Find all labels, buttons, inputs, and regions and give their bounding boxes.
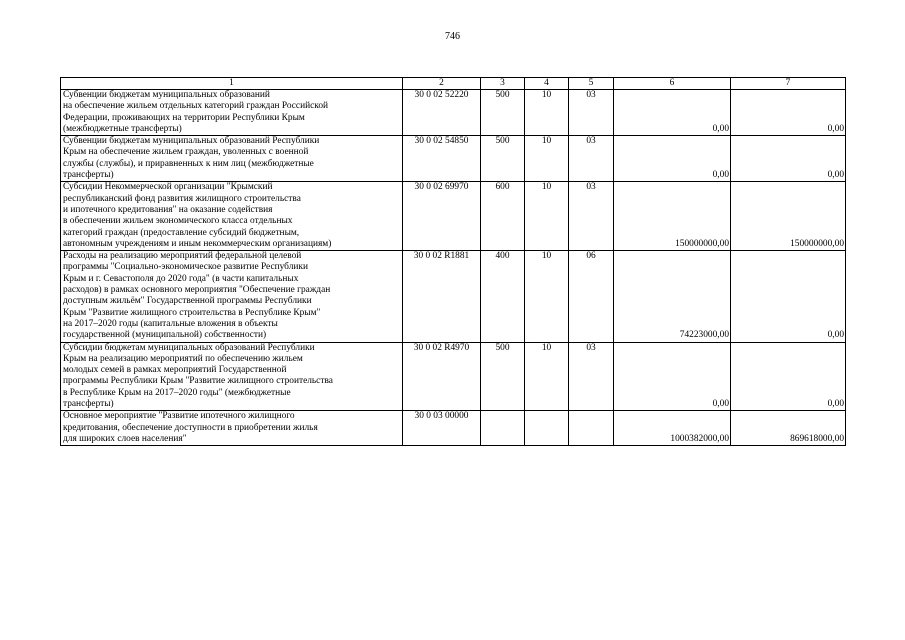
- row-amount-7: 0,00: [731, 90, 846, 136]
- row-col4: 10: [525, 342, 569, 411]
- description-line: программы "Социально-экономическое развитие Республики: [63, 262, 308, 273]
- header-row: [61, 78, 846, 90]
- description-line: (межбюджетные трансферты): [63, 123, 182, 134]
- row-col4: 10: [525, 182, 569, 251]
- row-col5: 03: [569, 342, 614, 411]
- description-line: молодых семей в рамках мероприятий Государственной: [63, 365, 287, 376]
- col-header-6: 6: [614, 78, 731, 90]
- description-line: Основное мероприятие "Развитие ипотечного жилищного: [63, 411, 295, 422]
- row-col4: 10: [525, 136, 569, 182]
- row-code: 30 0 03 00000: [403, 411, 481, 446]
- row-description: [61, 411, 403, 446]
- description-line: Крым "Развитие жилищного строительства в Республике Крым": [63, 307, 321, 318]
- table-row: [61, 251, 846, 342]
- row-col3: [481, 411, 525, 446]
- row-code: 30 0 02 69970: [403, 182, 481, 251]
- row-amount-7: 150000000,00: [731, 182, 846, 251]
- description-line: автономным учреждениям и иным некоммерческим организациям): [63, 238, 332, 249]
- description-line: Федерации, проживающих на территории Республики Крым: [63, 112, 305, 123]
- row-col5: 03: [569, 90, 614, 136]
- row-description: [61, 182, 403, 251]
- budget-table: [60, 77, 846, 446]
- description-line: Субсидии Некоммерческой организации "Крымский: [63, 182, 273, 193]
- table-row: [61, 411, 846, 446]
- description-line: Крым на реализацию мероприятий по обеспечению жильем: [63, 353, 303, 364]
- col-header-2: 2: [403, 78, 481, 90]
- row-code: 30 0 02 R1881: [403, 251, 481, 342]
- row-col4: [525, 411, 569, 446]
- row-amount-6: 0,00: [614, 90, 731, 136]
- description-line: кредитования, обеспечение доступности в приобретении жилья: [63, 422, 318, 433]
- row-col5: 03: [569, 136, 614, 182]
- description-line: государственной (муниципальной) собственности): [63, 330, 267, 341]
- row-col3: 500: [481, 342, 525, 411]
- row-amount-7: 869618000,00: [731, 411, 846, 446]
- page-number: 746: [445, 31, 460, 42]
- row-amount-6: 0,00: [614, 342, 731, 411]
- row-amount-6: 150000000,00: [614, 182, 731, 251]
- col-header-7: 7: [731, 78, 846, 90]
- row-description: [61, 136, 403, 182]
- row-amount-6: 0,00: [614, 136, 731, 182]
- description-line: Субсидии бюджетам муниципальных образований Республики: [63, 342, 315, 353]
- row-code: 30 0 02 R4970: [403, 342, 481, 411]
- description-line: категорий граждан (предоставление субсидий бюджетным,: [63, 227, 300, 238]
- table-row: [61, 90, 846, 136]
- row-code: 30 0 02 54850: [403, 136, 481, 182]
- table-row: [61, 342, 846, 411]
- row-col4: 10: [525, 251, 569, 342]
- row-col5: [569, 411, 614, 446]
- row-description: [61, 342, 403, 411]
- description-line: в Республике Крым на 2017–2020 годы" (межбюджетные: [63, 387, 291, 398]
- row-col5: 03: [569, 182, 614, 251]
- row-col4: 10: [525, 90, 569, 136]
- description-line: Крым и г. Севастополя до 2020 года" (в части капитальных: [63, 273, 299, 284]
- description-line: службы (службы), и приравненных к ним лиц (межбюджетные: [63, 158, 314, 169]
- description-line: в обеспечении жильем экономического класса отдельных: [63, 216, 293, 227]
- row-col5: 06: [569, 251, 614, 342]
- description-line: Расходы на реализацию мероприятий федеральной целевой: [63, 251, 302, 262]
- row-amount-7: 0,00: [731, 136, 846, 182]
- row-amount-6: 74223000,00: [614, 251, 731, 342]
- row-description: [61, 251, 403, 342]
- table-row: [61, 182, 846, 251]
- row-amount-6: 1000382000,00: [614, 411, 731, 446]
- description-line: трансферты): [63, 399, 114, 410]
- description-line: программы Республики Крым "Развитие жилищного строительства: [63, 376, 333, 387]
- description-line: республиканский фонд развития жилищного строительства: [63, 193, 301, 204]
- description-line: Субвенции бюджетам муниципальных образований Республики: [63, 136, 320, 147]
- row-col3: 500: [481, 90, 525, 136]
- description-line: на обеспечение жильем отдельных категорий граждан Российской: [63, 101, 329, 112]
- row-code: 30 0 02 52220: [403, 90, 481, 136]
- description-line: трансферты): [63, 170, 114, 181]
- row-amount-7: 0,00: [731, 251, 846, 342]
- description-line: Крым на обеспечение жильем граждан, уволенных с военной: [63, 147, 309, 158]
- description-line: на 2017–2020 годы (капитальные вложения в объекты: [63, 318, 278, 329]
- description-line: для широких слоев населения": [63, 433, 187, 444]
- row-col3: 600: [481, 182, 525, 251]
- row-description: [61, 90, 403, 136]
- col-header-1: 1: [61, 78, 403, 90]
- col-header-4: 4: [525, 78, 569, 90]
- description-line: расходов) в рамках основного мероприятия "Обеспечение граждан: [63, 285, 331, 296]
- description-line: и ипотечного кредитования" на оказание содействия: [63, 204, 273, 215]
- description-line: доступным жильём" Государственной программы Республики: [63, 296, 312, 307]
- row-col3: 400: [481, 251, 525, 342]
- table-row: [61, 136, 846, 182]
- row-col3: 500: [481, 136, 525, 182]
- description-line: Субвенции бюджетам муниципальных образований: [63, 90, 270, 100]
- col-header-5: 5: [569, 78, 614, 90]
- row-amount-7: 0,00: [731, 342, 846, 411]
- col-header-3: 3: [481, 78, 525, 90]
